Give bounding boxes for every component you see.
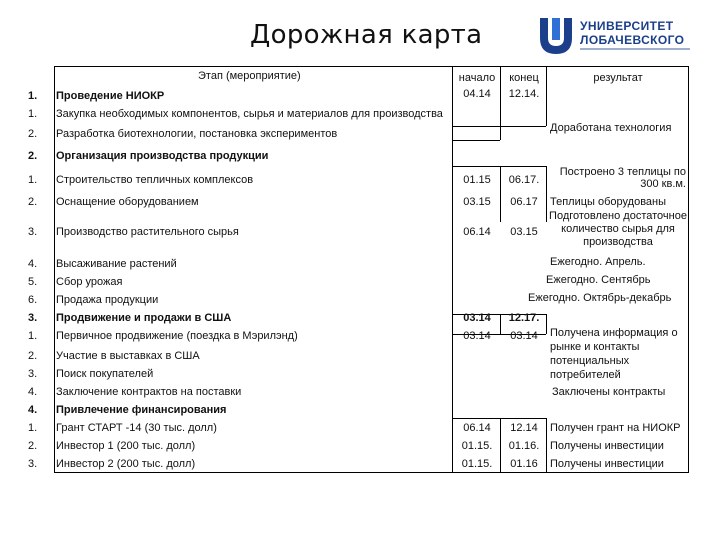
row-number: 2.: [28, 128, 38, 140]
header-result: результат: [593, 72, 643, 84]
task-name: Высаживание растений: [56, 258, 177, 270]
end-date: 03.15: [510, 226, 538, 238]
start-date: 01.15.: [461, 440, 493, 452]
task-name: Закупка необходимых компонентов, сырья и материалов для производства: [56, 108, 443, 120]
result-text: Ежегодно. Апрель.: [550, 256, 646, 268]
section-title: Продвижение и продажи в США: [56, 312, 232, 324]
task-name: Разработка биотехнологии, постановка экспериментов: [56, 128, 338, 140]
task-name: Производство растительного сырья: [56, 226, 239, 238]
section-title: Организация производства продукции: [56, 150, 269, 162]
end-date: 12.14.: [508, 88, 540, 100]
header-stage: Этап (мероприятие): [198, 70, 301, 82]
result-text: Подготовлено достаточное количество сырья для производства: [549, 210, 687, 248]
logo-line-2: ЛОБАЧЕВСКОГО: [580, 33, 685, 47]
logo-underline: [580, 48, 690, 50]
end-date: 01.16: [510, 458, 538, 470]
task-name: Строительство тепличных комплексов: [56, 174, 254, 186]
header-start: начало: [458, 72, 496, 84]
row-number: 3.: [28, 368, 38, 380]
task-name: Продажа продукции: [56, 294, 159, 306]
end-date: 12.14: [510, 422, 538, 434]
section-title: Проведение НИОКР: [56, 90, 165, 102]
result-text: Ежегодно. Сентябрь: [546, 274, 651, 286]
logo-line-1: УНИВЕРСИТЕТ: [580, 19, 674, 33]
task-name: Инвестор 2 (200 тыс. долл): [56, 458, 196, 470]
start-date: 03.14: [463, 312, 491, 324]
row-number: 4.: [28, 404, 38, 416]
task-name: Грант СТАРТ -14 (30 тыс. долл): [56, 422, 217, 434]
result-text: Получены инвестиции: [550, 440, 664, 452]
result-text: Получен грант на НИОКР: [550, 422, 681, 434]
row-number: 3.: [28, 226, 38, 238]
result-text: Теплицы оборудованы: [550, 196, 667, 208]
row-number: 3.: [28, 458, 38, 470]
task-name: Инвестор 1 (200 тыс. долл): [56, 440, 196, 452]
task-name: Первичное продвижение (поездка в Мэрилэнд): [56, 330, 298, 342]
section-title: Привлечение финансирования: [56, 404, 227, 416]
row-number: 2.: [28, 350, 38, 362]
row-number: 1.: [28, 422, 38, 434]
row-number: 1.: [28, 330, 38, 342]
start-date: 01.15: [463, 174, 491, 186]
row-number: 5.: [28, 276, 38, 288]
row-number: 4.: [28, 258, 38, 270]
result-text: Ежегодно. Октябрь-декабрь: [528, 292, 672, 304]
university-logo: [536, 14, 696, 60]
start-date: 06.14: [463, 422, 491, 434]
start-date: 03.14: [463, 330, 491, 342]
row-number: 2.: [28, 196, 38, 208]
result-text: Доработана технология: [550, 122, 672, 134]
end-date: 03.14: [510, 330, 538, 342]
start-date: 04.14: [463, 88, 491, 100]
row-number: 6.: [28, 294, 38, 306]
task-name: Поиск покупателей: [56, 368, 154, 380]
end-date: 06.17: [510, 196, 538, 208]
result-text: Заключены контракты: [552, 386, 666, 398]
result-text: Получена информация о рынке и контакты потенциальных потребителей: [550, 327, 678, 381]
task-name: Сбор урожая: [56, 276, 123, 288]
start-date: 01.15.: [461, 458, 493, 470]
row-number: 3.: [28, 312, 38, 324]
task-name: Заключение контрактов на поставки: [56, 386, 242, 398]
end-date: 12.17.: [508, 312, 540, 324]
row-number: 1.: [28, 108, 38, 120]
page-title: Дорожная карта: [250, 20, 483, 50]
task-name: Оснащение оборудованием: [56, 196, 199, 208]
result-text: Получены инвестиции: [550, 458, 664, 470]
row-number: 1.: [28, 174, 38, 186]
row-number: 4.: [28, 386, 38, 398]
start-date: 06.14: [463, 226, 491, 238]
result-text: Построено 3 теплицы по 300 кв.м.: [559, 166, 686, 190]
row-number: 1.: [28, 90, 38, 102]
row-number: 2.: [28, 150, 38, 162]
university-logo-icon: [536, 14, 576, 58]
end-date: 06.17.: [508, 174, 540, 186]
start-date: 03.15: [463, 196, 491, 208]
task-name: Участие в выставках в США: [56, 350, 200, 362]
header-end: конец: [509, 72, 539, 84]
row-number: 2.: [28, 440, 38, 452]
end-date: 01.16.: [508, 440, 540, 452]
